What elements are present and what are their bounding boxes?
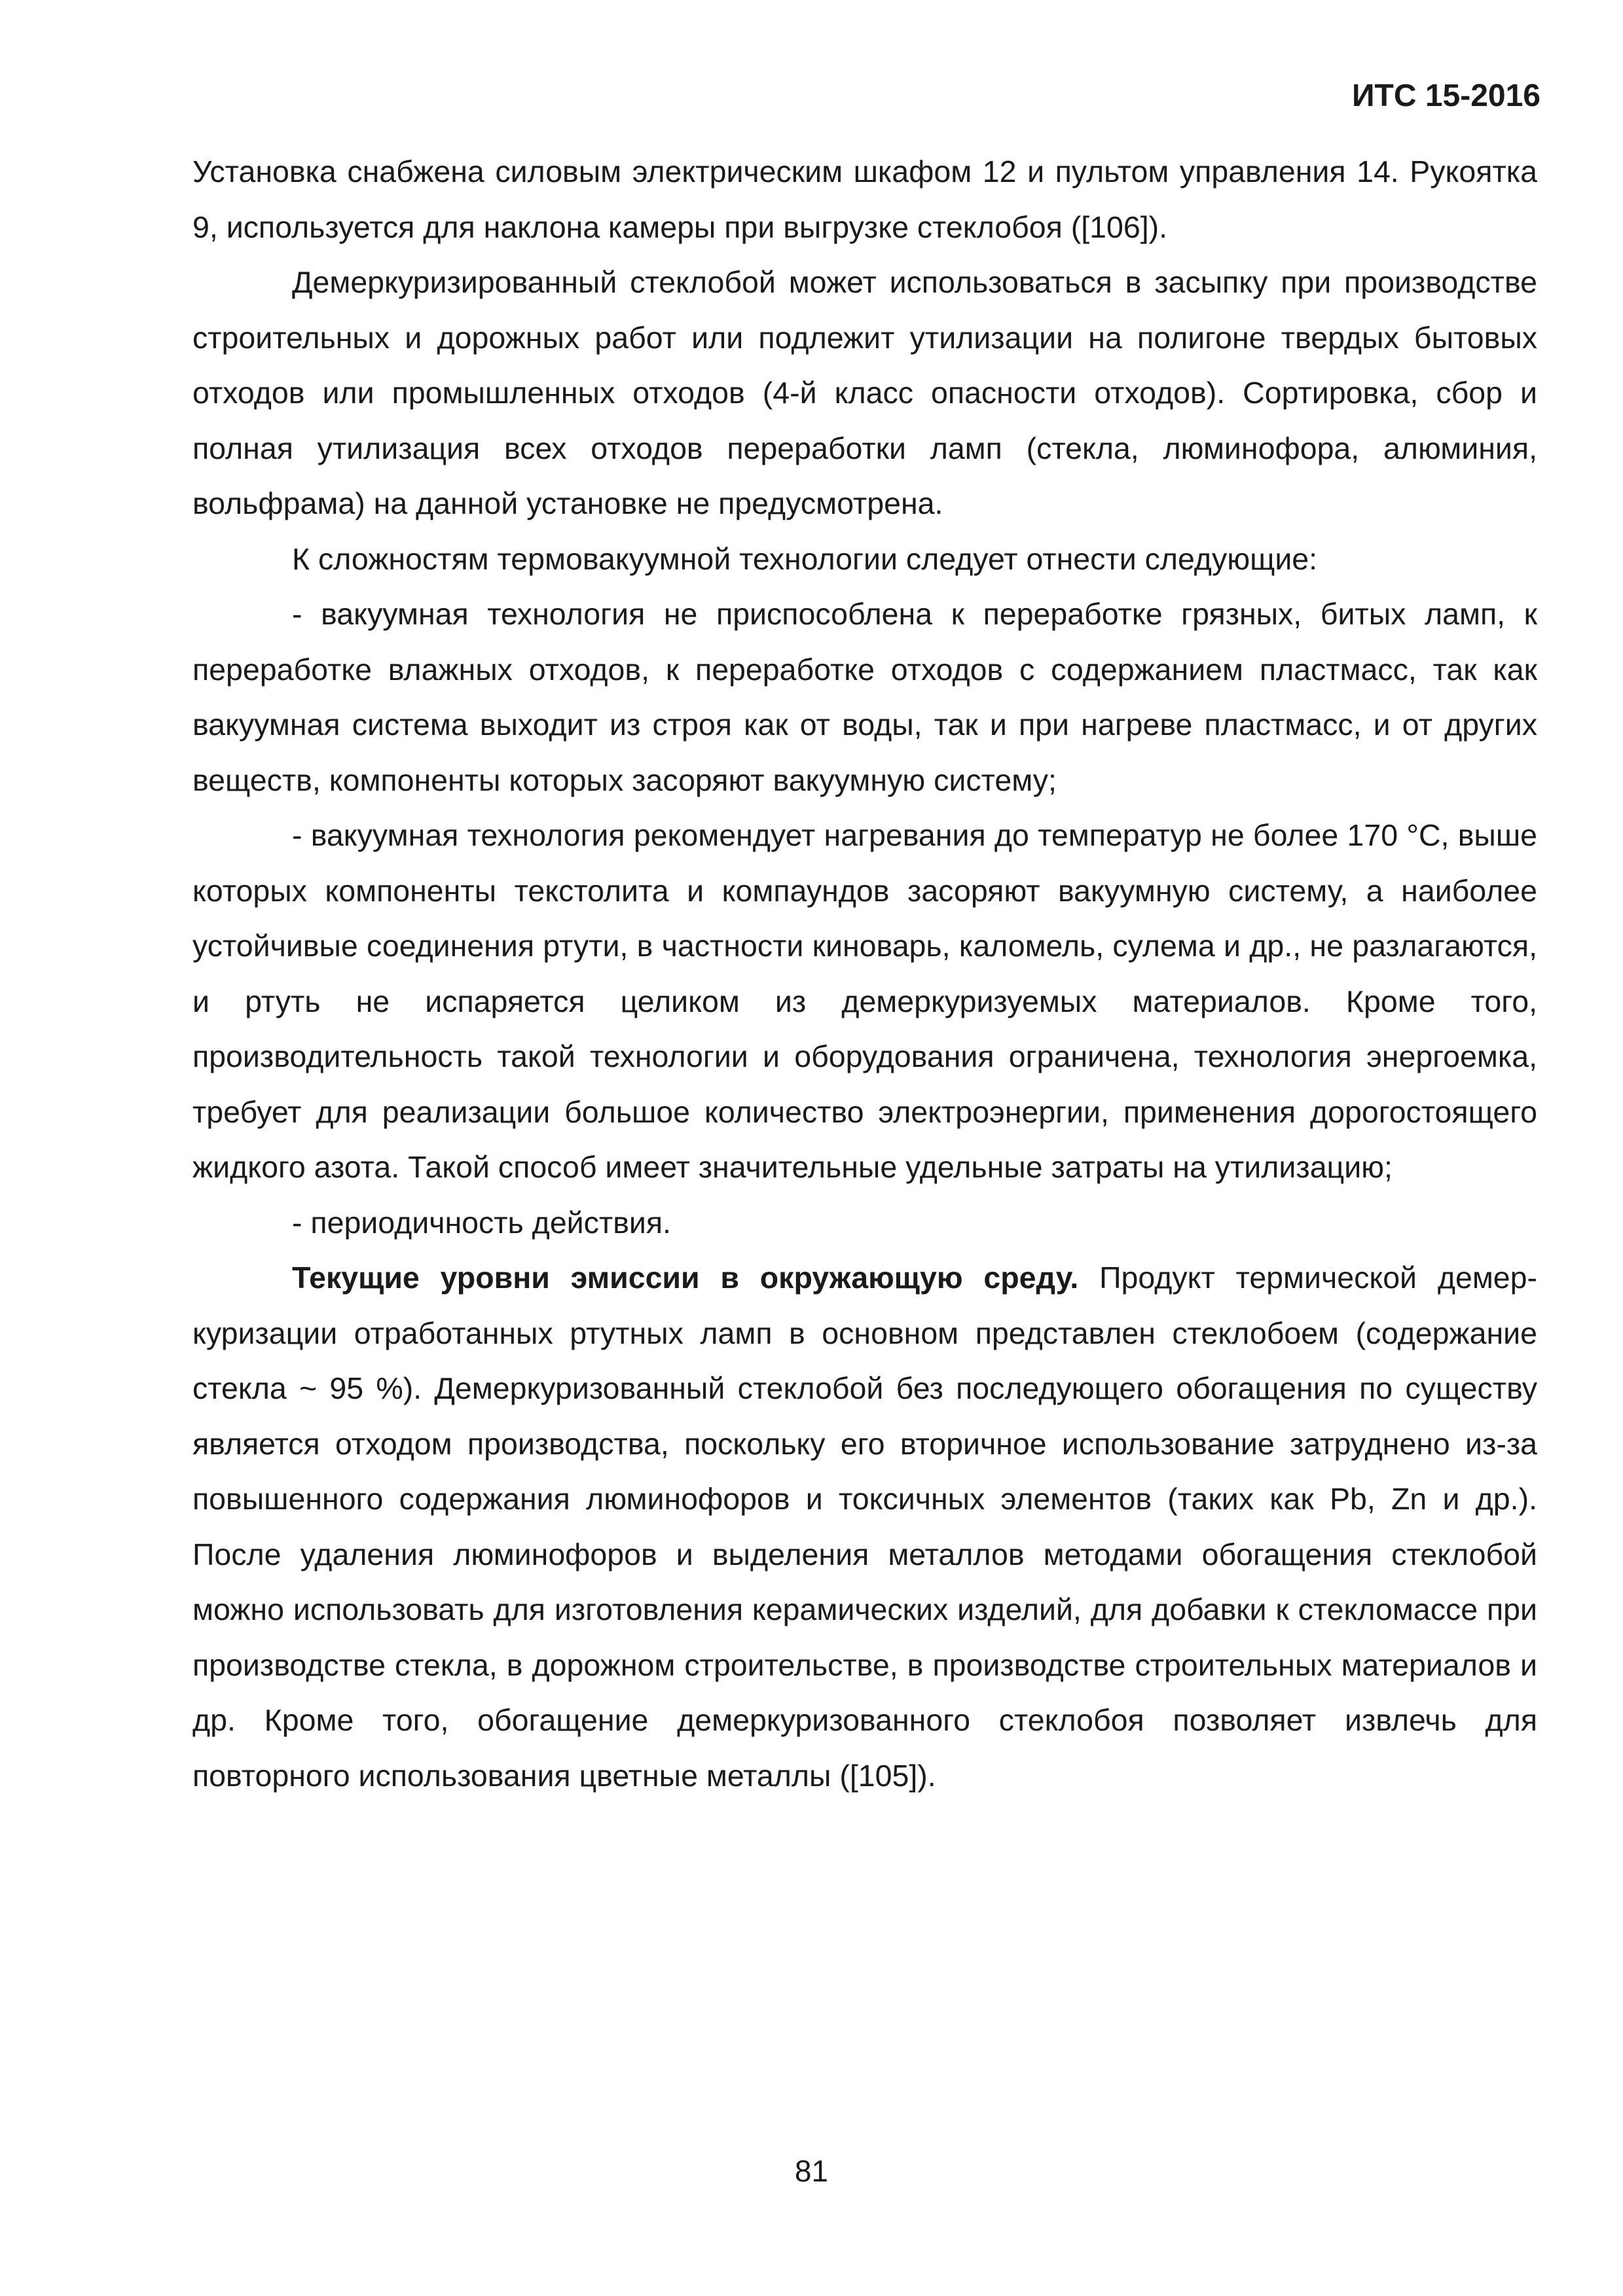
paragraph-emission-levels [192,1250,1537,1803]
list-item-dirty-lamps: - вакуумная технология не приспособлена к переработке грязных, битых ламп, к переработке влажных отходов, к переработке отходов с содержанием пластмасс, так как вакуумная система выходит из строя как от воды, так и при нагреве пластмасс, и от других веществ, компоненты которых засоряют вакуумную систему; [192,597,1537,797]
paragraph-demercurized-glass: Демеркуризированный стеклобой может использоваться в засыпку при производстве строительных и дорожных работ или подлежит утилизации на полигоне твердых бытовых отходов или промышленных отходов (4-й класс опасности отходов). Сортировка, сбор и полная утилизация всех отходов переработки ламп (стекла, люминофора, алюминия, вольфрама) на данной установке не предусмотрена. [192,265,1537,520]
paragraph-difficulties-intro: К сложностям термовакуумной технологии следует отнести следующие: [292,541,1318,576]
paragraph-installation: Установка снабжена силовым электрическим шкафом 12 и пультом управления 14. Рукоятка 9, используется для наклона камеры при выгрузке стеклобоя ([106]). [192,154,1537,244]
emission-levels-heading: Текущие уровни эмиссии в окружающую среду. [292,1261,1079,1295]
document-body [192,144,1537,1803]
document-code-header: ИТС 15-2016 [1352,79,1541,113]
emission-levels-text: Продукт термической демеркуризации отработанных ртутных ламп в основном представлен стеклобоем (содержание стекла ~ 95 %). Демеркуризованный стеклобой без последующего обогащения по существу является отходом производства, поскольку его вторичное использование затруднено из-за повышенного содержания люминофоров и токсичных элементов (таких как Pb, Zn и др.). После удаления люминофоров и выделения металлов методами обогащения стеклобой можно использовать для изготовления керамических изделий, для добавки к стекломассе при производстве стекла, в дорожном строительстве, в производстве строительных материалов и др. Кроме того, обогащение демеркуризованного стеклобоя позволяет извлечь для повторного использования цветные металлы ([105]). [192,1261,1538,1793]
list-item-temperature-limit: - вакуумная технология рекомендует нагревания до температур не более 170 °С, выше которых компоненты текстолита и компаундов засоряют вакуумную систему, а наиболее устойчивые соединения ртути, в частности киноварь, каломель, сулема и др., не разлагаются, и ртуть не испаряется целиком из демеркуризуемых материалов. Кроме того, производительность такой технологии и оборудования ограничена, технология энергоемка, требует для реализации большое количество электроэнергии, применения дорогостоящего жидкого азота. Такой способ имеет значительные удельные затраты на утилизацию; [192,818,1537,1184]
list-item-periodicity: - периодичность действия. [292,1205,671,1240]
page-number: 81 [794,2154,829,2188]
